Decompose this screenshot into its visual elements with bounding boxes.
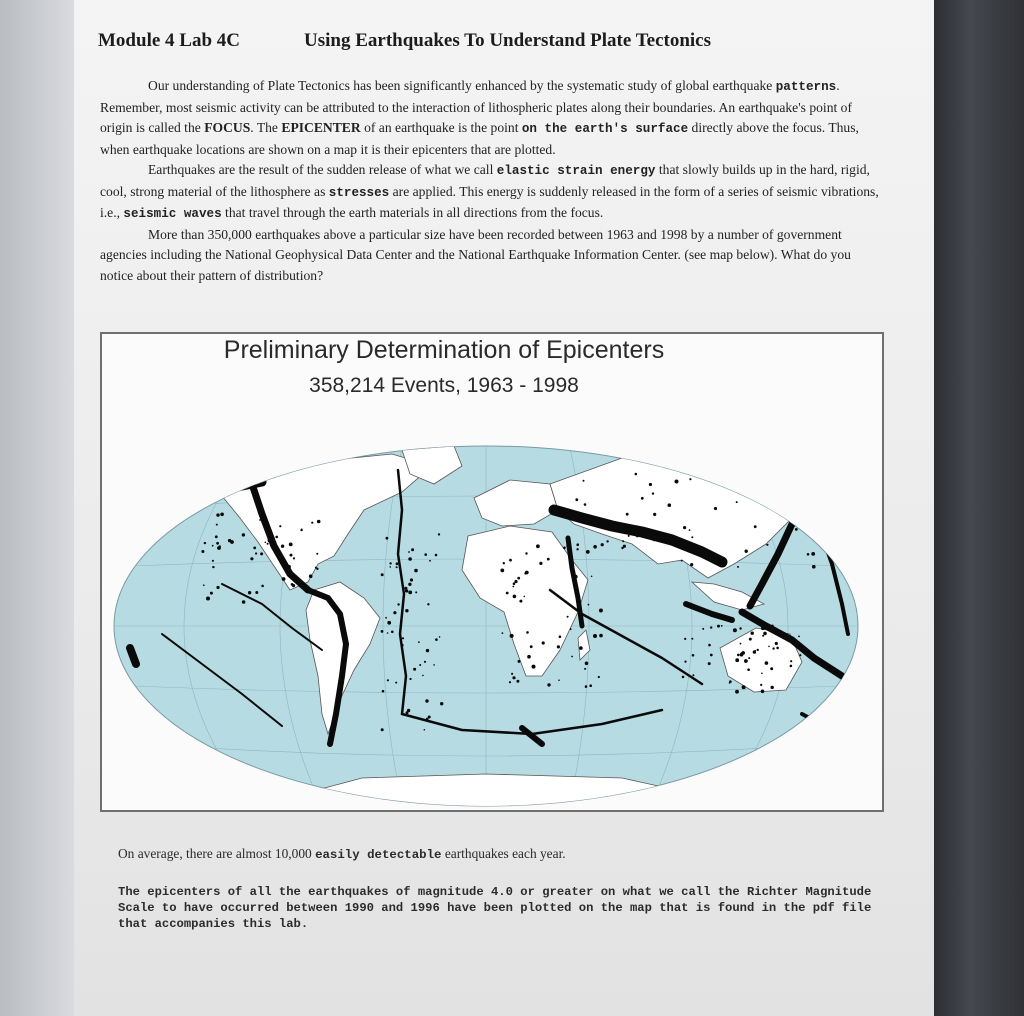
epicenter-dot (576, 543, 579, 546)
epicenter-dot (566, 545, 569, 548)
map-subtitle: 358,214 Events, 1963 - 1998 (309, 374, 579, 397)
footnote-richter: The epicenters of all the earthquakes of magnitude 4.0 or greater on what we call the Richter Magnitude Scale to have occurred between 1990 and 1996 have been plotted on the map that is found in the pdf file that accompanies this lab. (118, 885, 872, 931)
epicenter-dot (230, 540, 234, 544)
epicenter-dot (623, 545, 626, 548)
epicenter-dot (585, 685, 588, 688)
epicenter-dot (692, 674, 694, 676)
epicenter-dot (692, 654, 695, 657)
epicenter-dot (588, 604, 590, 606)
epicenter-dot (819, 539, 821, 541)
epicenter-dot (795, 528, 798, 531)
epicenter-dot (691, 536, 693, 538)
epicenter-dot (253, 547, 256, 550)
epicenter-dot (636, 534, 639, 537)
epicenter-dot (766, 572, 768, 574)
epicenter-dot (681, 560, 683, 562)
epicenter-dot (684, 638, 686, 640)
epicenter-dot (204, 542, 206, 544)
epicenter-dot (762, 635, 764, 637)
footnote-average (118, 846, 878, 862)
epicenter-dot (524, 596, 526, 598)
epicenter-dot (396, 562, 399, 565)
epicenter-dot (402, 637, 404, 639)
epicenter-dot (385, 617, 387, 619)
epicenter-dot (567, 616, 569, 618)
epicenter-dot (424, 661, 426, 663)
map-title: Preliminary Determination of Epicenters (223, 336, 665, 364)
epicenter-dot (786, 638, 788, 640)
bold-term: stresses (328, 185, 390, 200)
epicenter-dot (409, 678, 411, 680)
epicenter-dot (206, 597, 210, 601)
epicenter-dot (408, 557, 412, 561)
epicenter-dot (512, 586, 514, 588)
epicenter-dot (558, 679, 560, 681)
epicenter-dot (279, 525, 281, 527)
epicenter-dot (547, 558, 550, 561)
epicenter-dot (642, 535, 644, 537)
epicenter-dot (675, 480, 679, 484)
epicenter-dot (626, 513, 629, 516)
epicenter-dot (268, 539, 272, 543)
epicenter-dot (406, 711, 409, 714)
epicenter-dot (212, 566, 214, 568)
epicenter-dot (261, 585, 264, 588)
epicenter-dot (683, 526, 686, 529)
epicenter-dot (255, 591, 258, 594)
epicenter-dot (393, 611, 396, 614)
bold-term: easily detectable (315, 848, 442, 862)
epicenter-dot (765, 661, 769, 665)
text-span: . The (250, 120, 282, 135)
epicenter-dot (584, 503, 587, 506)
epicenter-dot (710, 626, 712, 628)
epicenter-dot (287, 565, 291, 569)
epicenter-dot (599, 609, 603, 613)
epicenter-dot (772, 647, 774, 649)
epicenter-dot (513, 595, 517, 599)
epicenter-dot (526, 631, 529, 634)
epicenter-dot (792, 507, 794, 509)
epicenter-dot (424, 553, 427, 556)
paragraph-2 (100, 160, 880, 225)
epicenter-dot (270, 543, 274, 547)
text-span: that slowly builds up in the hard, rigid, cool, strong material of the lithosphere as (100, 162, 870, 199)
epicenter-dot (280, 557, 282, 559)
epicenter-dot (739, 627, 741, 629)
epicenter-dot (425, 699, 428, 702)
epicenter-dot (574, 575, 578, 579)
epicenter-dot (744, 659, 748, 663)
epicenter-dot (201, 550, 204, 553)
epicenter-dot (242, 533, 245, 536)
lab-title: Using Earthquakes To Understand Plate Tectonics (304, 30, 711, 51)
text-span: Our understanding of Plate Tectonics has been significantly enhanced by the systematic study of global earthquake (148, 78, 776, 93)
epicenter-dot (315, 567, 317, 569)
epicenter-dot (761, 626, 765, 630)
epicenter-dot (737, 566, 739, 568)
epicenter-dot (559, 635, 562, 638)
epicenter-dot (684, 661, 686, 663)
epicenter-dot (405, 609, 408, 612)
epicenter-dot (502, 632, 504, 634)
epicenter-dot (250, 557, 253, 560)
epicenter-dot (405, 589, 408, 592)
screen-edge-left (0, 0, 74, 1016)
epicenter-dot (524, 572, 526, 574)
epicenter-dot (766, 544, 768, 546)
epicenter-dot (503, 562, 505, 564)
page-heading (98, 30, 898, 52)
epicenter-dot (311, 522, 313, 524)
epicenter-dot (518, 660, 521, 663)
epicenter-dot (807, 553, 810, 556)
epicenter-dot (216, 542, 219, 545)
epicenter-dot (598, 676, 600, 678)
epicenter-dot (593, 545, 597, 549)
epicenter-dot (408, 551, 410, 553)
epicenter-dot (717, 625, 720, 628)
epicenter-dot (401, 644, 404, 647)
epicenter-map-figure (100, 332, 884, 812)
epicenter-dot (653, 513, 656, 516)
epicenter-dot (506, 592, 509, 595)
epicenter-dot (759, 494, 761, 496)
epicenter-dot (525, 552, 527, 554)
epicenter-dot (516, 680, 519, 683)
epicenter-dot (267, 543, 269, 545)
epicenter-dot (316, 553, 318, 555)
epicenter-dot (309, 574, 313, 578)
epicenter-dot (510, 634, 514, 638)
epicenter-dot (387, 679, 389, 681)
epicenter-dot (584, 668, 586, 670)
epicenter-dot (396, 566, 398, 568)
epicenter-dot (791, 520, 793, 522)
epicenter-dot (807, 503, 811, 507)
epicenter-dot (411, 548, 414, 551)
epicenter-dot (260, 552, 263, 555)
epicenter-dot (761, 690, 765, 694)
epicenter-dot (593, 634, 597, 638)
epicenter-dot (742, 685, 746, 689)
epicenter-dot (387, 632, 389, 634)
epicenter-dot (809, 505, 812, 508)
epicenter-dot (691, 638, 693, 640)
epicenter-dot (757, 649, 759, 651)
epicenter-dot (562, 509, 565, 512)
epicenter-dot (735, 690, 739, 694)
epicenter-dot (585, 662, 589, 666)
epicenter-dot (500, 569, 504, 573)
epicenter-dot (721, 625, 723, 627)
epicenter-dot (576, 548, 578, 550)
world-epicenter-map (102, 414, 882, 810)
epicenter-dot (539, 562, 542, 565)
epicenter-dot (653, 538, 656, 541)
epicenter-dot (387, 621, 391, 625)
epicenter-dot (542, 641, 545, 644)
epicenter-dot (754, 525, 757, 528)
epicenter-dot (682, 676, 685, 679)
epicenter-dot (532, 665, 536, 669)
epicenter-dot (668, 503, 672, 507)
epicenter-dot (536, 544, 540, 548)
epicenter-dot (395, 682, 397, 684)
epicenter-dot (429, 560, 431, 562)
bold-term: patterns (775, 80, 837, 94)
epicenter-dot (216, 524, 218, 526)
bold-term: seismic waves (123, 207, 222, 221)
epicenter-dot (426, 649, 429, 652)
epicenter-dot (628, 535, 630, 537)
epicenter-dot (802, 476, 806, 480)
epicenter-dot (652, 492, 654, 494)
epicenter-dot (438, 533, 440, 535)
epicenter-dot (811, 552, 815, 556)
epicenter-dot (433, 664, 435, 666)
epicenter-dot (821, 475, 823, 477)
epicenter-dot (714, 507, 717, 510)
epicenter-dot (563, 547, 566, 550)
epicenter-dot (419, 664, 421, 666)
epicenter-dot (281, 545, 284, 548)
epicenter-dot (435, 554, 438, 557)
term-epicenter: EPICENTER (281, 120, 361, 135)
epicenter-dot (622, 540, 624, 542)
epicenter-dot (575, 498, 578, 501)
epicenter-dot (404, 587, 407, 590)
epicenter-dot (776, 647, 779, 650)
epicenter-dot (761, 673, 763, 675)
epicenter-dot (519, 600, 522, 603)
epicenter-dot (509, 559, 512, 562)
epicenter-dot (817, 500, 819, 502)
epicenter-dot (790, 665, 793, 668)
epicenter-dot (547, 683, 550, 686)
epicenter-dot (583, 480, 585, 482)
epicenter-dot (745, 550, 748, 553)
epicenter-dot (255, 552, 257, 554)
epicenter-dot (733, 628, 737, 632)
epicenter-dot (381, 573, 384, 576)
text-span: Earthquakes are the result of the sudden release of what we call (148, 162, 497, 177)
text-span: earthquakes each year. (441, 846, 566, 861)
epicenter-dot (414, 569, 418, 573)
epicenter-dot (391, 631, 394, 634)
epicenter-dot (689, 478, 691, 480)
epicenter-dot (212, 545, 214, 547)
epicenter-dot (300, 529, 302, 531)
epicenter-dot (216, 513, 219, 516)
epicenter-dot (389, 566, 391, 568)
epicenter-dot (509, 681, 511, 683)
epicenter-dot (282, 577, 286, 581)
epicenter-dot (740, 643, 742, 645)
epicenter-dot (606, 540, 608, 542)
epicenter-dot (798, 484, 801, 487)
epicenter-dot (381, 728, 384, 731)
epicenter-dot (215, 535, 218, 538)
epicenter-dot (210, 592, 213, 595)
epicenter-dot (386, 537, 389, 540)
epicenter-dot (754, 650, 756, 652)
seismic-belt (130, 648, 136, 664)
text-span: that travel through the earth materials in all directions from the focus. (221, 205, 604, 220)
epicenter-dot (702, 628, 704, 630)
document-page (74, 0, 934, 1016)
epicenter-dot (439, 636, 441, 638)
epicenter-dot (265, 542, 267, 544)
epicenter-dot (292, 584, 295, 587)
epicenter-dot (259, 519, 261, 521)
epicenter-dot (527, 655, 531, 659)
epicenter-dot (440, 702, 443, 705)
epicenter-dot (514, 580, 517, 583)
epicenter-dot (579, 646, 583, 650)
epicenter-dot (601, 543, 604, 546)
paragraph-1 (100, 76, 880, 160)
epicenter-dot (770, 667, 773, 670)
epicenter-dot (689, 529, 691, 531)
epicenter-dot (737, 654, 740, 657)
epicenter-dot (513, 582, 516, 585)
epicenter-dot (216, 586, 219, 589)
epicenter-dot (800, 490, 802, 492)
epicenter-dot (289, 543, 293, 547)
epicenter-dot (317, 520, 321, 524)
paragraph-3 (100, 225, 880, 287)
epicenter-dot (408, 583, 411, 586)
epicenter-dot (751, 632, 754, 635)
epicenter-dot (418, 641, 420, 643)
text-span: of an earthquake is the point (360, 120, 522, 135)
epicenter-dot (599, 634, 603, 638)
epicenter-dot (771, 625, 773, 627)
epicenter-dot (586, 550, 590, 554)
epicenter-dot (511, 673, 513, 675)
epicenter-dot (275, 536, 278, 539)
epicenter-dot (435, 638, 438, 641)
epicenter-dot (248, 591, 251, 594)
term-focus: FOCUS (204, 120, 251, 135)
epicenter-dot (747, 668, 750, 671)
epicenter-dot (382, 690, 385, 693)
epicenter-dot (242, 600, 246, 604)
epicenter-dot (790, 660, 792, 662)
epicenter-dot (426, 718, 429, 721)
bold-term: elastic strain energy (496, 164, 656, 178)
epicenter-dot (557, 645, 560, 648)
epicenter-dot (212, 560, 214, 562)
text-span: directly above the focus. Thus, when earthquake locations are shown on a map it is their epicenters that are plotted. (100, 120, 859, 157)
epicenter-dot (415, 591, 417, 593)
epicenter-dot (290, 554, 293, 557)
epicenter-dot (589, 521, 592, 524)
epicenter-dot (760, 684, 762, 686)
text-span: are applied. This energy is suddenly released in the form of a series of seismic vibrations, i.e., (100, 183, 879, 220)
module-label: Module 4 Lab 4C (98, 30, 240, 51)
monitor-bezel (934, 0, 1024, 1016)
epicenter-dot (799, 654, 801, 656)
text-span: On average, there are almost 10,000 (118, 846, 316, 861)
epicenter-dot (397, 603, 399, 605)
text-span: . Remember, most seismic activity can be attributed to the interaction of lithospheric plates along their boundaries. An earthquake's point of origin is called the (100, 78, 852, 135)
epicenter-dot (413, 668, 416, 671)
seismic-belt (802, 714, 832, 730)
epicenter-dot (381, 630, 384, 633)
epicenter-dot (422, 675, 424, 677)
epicenter-dot (408, 591, 412, 595)
text-span: More than 350,000 earthquakes above a particular size have been recorded between 1963 and 1998 by a number of government agencies including the National Geophysical Data Center and the National Earthquake Information Center. (see map below). What do you notice about their pattern of distribution? (100, 226, 851, 283)
epicenter-dot (570, 628, 572, 630)
epicenter-dot (220, 513, 224, 517)
epicenter-dot (741, 651, 745, 655)
bold-term: on the earth's surface (521, 122, 689, 136)
epicenter-dot (410, 578, 413, 581)
epicenter-dot (690, 563, 693, 566)
epicenter-dot (649, 483, 652, 486)
epicenter-dot (293, 557, 295, 559)
epicenter-dot (812, 565, 816, 569)
epicenter-dot (771, 686, 774, 689)
epicenter-dot (708, 662, 711, 665)
epicenter-dot (641, 497, 644, 500)
epicenter-dot (735, 658, 739, 662)
epicenter-dot (763, 632, 767, 636)
epicenter-dot (635, 473, 638, 476)
epicenter-dot (427, 603, 429, 605)
epicenter-dot (736, 501, 738, 503)
epicenter-dot (571, 656, 573, 658)
epicenter-dot (517, 577, 520, 580)
epicenter-dot (748, 657, 750, 659)
epicenter-dot (424, 729, 426, 731)
epicenter-dot (710, 654, 713, 657)
epicenter-dot (219, 545, 221, 547)
epicenter-dot (729, 680, 732, 683)
epicenter-dot (530, 645, 533, 648)
epicenter-dot (512, 676, 515, 679)
epicenter-dot (798, 636, 800, 638)
epicenter-dot (389, 562, 391, 564)
epicenter-dot (749, 638, 752, 641)
epicenter-dot (768, 646, 770, 648)
epicenter-dot (203, 584, 205, 586)
epicenter-dot (775, 642, 778, 645)
epicenter-dot (589, 684, 592, 687)
epicenter-dot (591, 576, 593, 578)
epicenter-dot (708, 644, 711, 647)
epicenter-dot (295, 575, 297, 577)
intro-text (100, 76, 880, 286)
